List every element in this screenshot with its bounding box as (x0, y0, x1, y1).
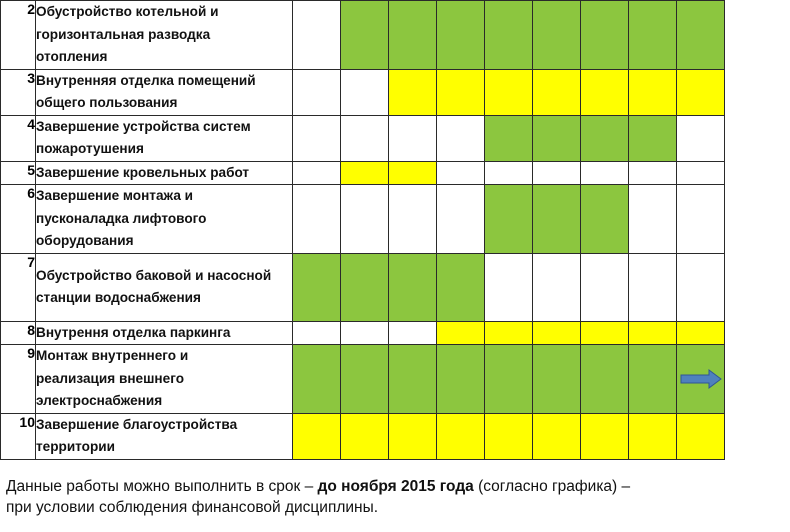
schedule-cell (677, 413, 725, 459)
task-name-line: Завершение благоустройства (36, 416, 238, 432)
schedule-cell (485, 413, 533, 459)
schedule-cell (629, 185, 677, 254)
schedule-cell (581, 253, 629, 321)
schedule-cell (293, 161, 341, 185)
schedule-cell (341, 115, 389, 161)
row-number: 2 (1, 1, 36, 70)
task-name-line: пусконаладка лифтового (36, 210, 207, 226)
schedule-cell (581, 185, 629, 254)
row-number: 7 (1, 253, 36, 321)
table-row (1, 185, 725, 254)
schedule-cell (293, 115, 341, 161)
task-name-line: Внутрення отделка паркинга (36, 324, 231, 340)
task-name-line: территории (36, 439, 115, 454)
schedule-cell (293, 1, 341, 70)
schedule-cell (629, 413, 677, 459)
schedule-cell (485, 1, 533, 70)
task-name (36, 185, 293, 254)
schedule-cell (293, 253, 341, 321)
task-name-line: реализация внешнего (36, 370, 184, 386)
schedule-cell (533, 161, 581, 185)
schedule-cell (485, 253, 533, 321)
schedule-cell (533, 413, 581, 459)
schedule-cell (533, 253, 581, 321)
schedule-cell (341, 69, 389, 115)
task-name (36, 1, 293, 70)
schedule-cell (485, 321, 533, 345)
schedule-cell (629, 1, 677, 70)
task-name-line: электроснабжения (36, 393, 163, 408)
schedule-cell (581, 115, 629, 161)
schedule-cell (533, 69, 581, 115)
schedule-cell (581, 69, 629, 115)
row-number: 8 (1, 321, 36, 345)
schedule-cell (485, 69, 533, 115)
task-name-line: станции водоснабжения (36, 290, 201, 305)
table-row (1, 69, 725, 115)
table-row (1, 115, 725, 161)
schedule-cell (677, 115, 725, 161)
schedule-cell (677, 161, 725, 185)
schedule-cell (341, 1, 389, 70)
schedule-cell (629, 161, 677, 185)
schedule-cell (437, 345, 485, 414)
schedule-cell (677, 253, 725, 321)
schedule-cell (485, 345, 533, 414)
task-name (36, 413, 293, 459)
schedule-cell (677, 69, 725, 115)
schedule-cell (629, 115, 677, 161)
arrow-right-icon (679, 368, 723, 390)
schedule-cell (581, 161, 629, 185)
footer-line1-before: Данные работы можно выполнить в срок – (6, 478, 318, 495)
schedule-cell (341, 161, 389, 185)
schedule-cell (581, 321, 629, 345)
footer-note (6, 476, 786, 518)
schedule-cell (389, 1, 437, 70)
table-row (1, 253, 725, 321)
task-name-line: Завершение монтажа и (36, 188, 194, 203)
schedule-cell (293, 69, 341, 115)
task-name-line: общего пользования (36, 95, 178, 110)
table-row (1, 161, 725, 185)
schedule-cell (293, 345, 341, 414)
task-name-line: горизонтальная разводка (36, 26, 211, 42)
schedule-cell (629, 69, 677, 115)
schedule-cell (581, 413, 629, 459)
schedule-cell (677, 345, 725, 414)
schedule-cell (437, 321, 485, 345)
row-number: 10 (1, 413, 36, 459)
schedule-cell (533, 1, 581, 70)
schedule-cell (533, 345, 581, 414)
footer-line2: при условии соблюдения финансовой дисциплины. (6, 499, 379, 516)
schedule-cell (437, 413, 485, 459)
schedule-cell (677, 321, 725, 345)
schedule-cell (341, 185, 389, 254)
row-number: 6 (1, 185, 36, 254)
schedule-cell (341, 345, 389, 414)
schedule-cell (389, 345, 437, 414)
schedule-cell (341, 413, 389, 459)
table-row (1, 413, 725, 459)
schedule-cell (629, 345, 677, 414)
task-name-line: Обустройство баковой и насосной (36, 267, 272, 283)
task-name (36, 115, 293, 161)
schedule-cell (437, 115, 485, 161)
schedule-cell (533, 115, 581, 161)
row-number: 3 (1, 69, 36, 115)
schedule-cell (389, 69, 437, 115)
schedule-cell (437, 69, 485, 115)
schedule-cell (389, 321, 437, 345)
schedule-cell (485, 115, 533, 161)
schedule-cell (581, 1, 629, 70)
task-name-line: Обустройство котельной и (36, 4, 219, 19)
table-row (1, 1, 725, 70)
task-name-line: пожаротушения (36, 141, 144, 156)
task-name (36, 253, 293, 321)
schedule-cell (389, 161, 437, 185)
schedule-cell (437, 185, 485, 254)
schedule-cell (533, 185, 581, 254)
footer-line1-after: (согласно графика) – (473, 478, 631, 495)
schedule-cell (437, 1, 485, 70)
schedule-cell (437, 253, 485, 321)
task-name-line: Завершение кровельных работ (36, 164, 250, 180)
table-row (1, 321, 725, 345)
schedule-cell (389, 185, 437, 254)
schedule-cell (629, 321, 677, 345)
row-number: 5 (1, 161, 36, 185)
schedule-cell (293, 185, 341, 254)
task-name (36, 161, 293, 185)
task-name (36, 345, 293, 414)
schedule-cell (629, 253, 677, 321)
footer-deadline: до ноября 2015 года (317, 478, 474, 495)
task-name (36, 69, 293, 115)
schedule-cell (341, 253, 389, 321)
schedule-cell (533, 321, 581, 345)
schedule-cell (677, 1, 725, 70)
schedule-cell (389, 413, 437, 459)
task-name-line: оборудования (36, 233, 134, 248)
row-number: 4 (1, 115, 36, 161)
task-name-line: Завершение устройства систем (36, 118, 251, 134)
schedule-cell (293, 321, 341, 345)
table-row (1, 345, 725, 414)
schedule-cell (293, 413, 341, 459)
task-name-line: Внутренняя отделка помещений (36, 72, 256, 88)
schedule-cell (341, 321, 389, 345)
schedule-cell (677, 185, 725, 254)
schedule-cell (389, 253, 437, 321)
schedule-cell (485, 185, 533, 254)
task-name-line: Монтаж внутреннего и (36, 348, 189, 363)
schedule-cell (581, 345, 629, 414)
task-name-line: отопления (36, 49, 108, 64)
task-name (36, 321, 293, 345)
schedule-cell (437, 161, 485, 185)
row-number: 9 (1, 345, 36, 414)
schedule-cell (485, 161, 533, 185)
schedule-cell (389, 115, 437, 161)
